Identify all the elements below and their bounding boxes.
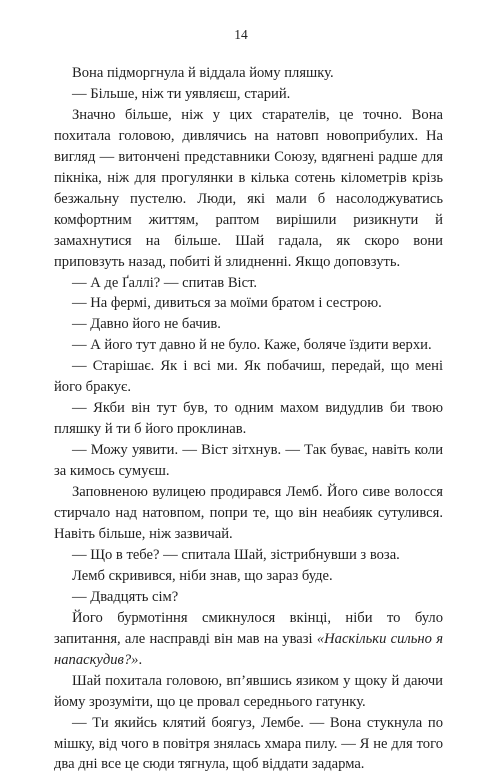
- paragraph-text: Його бурмотіння смикнулося вкінці, ніби то було запитання, але насправді він мав на увазі: [54, 609, 443, 647]
- paragraph: — Давно його не бачив.: [72, 316, 221, 333]
- paragraph-with-italic: [54, 608, 443, 671]
- paragraph: — Можу уявити. — Віст зітхнув. — Так буває, навіть коли за кимось сумуєш.: [54, 442, 443, 480]
- italic-quote: «Наскільки сильно я напаскудив?»: [54, 630, 443, 668]
- paragraph: — Що в тебе? — спитала Шай, зістрибнувши з воза.: [72, 546, 400, 563]
- paragraph: — Двадцять сім?: [72, 588, 179, 605]
- paragraph-tail: .: [138, 651, 143, 668]
- paragraph: — Старішає. Як і всі ми. Як побачиш, передай, що мені його бракує.: [54, 358, 443, 396]
- paragraph: Вона підморгнула й віддала йому пляшку.: [72, 65, 334, 81]
- paragraph: — На фермі, дивиться за моїми братом і сестрою.: [72, 295, 382, 312]
- paragraph: — Ти якийсь клятий боягуз, Лембе. — Вона стукнула по мішку, від чого в повітря знялась хмара пилу. — Я не для того два дні все це сюди тягнула, щоб віддати задарма.: [54, 714, 443, 773]
- paragraph: — Більше, ніж ти уявляєш, старий.: [72, 85, 291, 102]
- paragraph: Значно більше, ніж у цих старателів, це точно. Вона похитала головою, дивлячись на натовп новоприбулих. На вигляд — витончені представники Союзу, вдягнені радше для пікніка, ніж для прогулянки в кілька сотень кілометрів крізь безжальну пустелю. Люди, які мали б насолоджуватись комфортним життям, раптом вирішили ризикнути й замахнутися на більше. Шай гадала, як скоро вони приповзуть назад, побиті й злидненні. Якщо доповзуть.: [54, 106, 443, 270]
- paragraph: Лемб скривився, ніби знав, що зараз буде.: [72, 567, 333, 584]
- paragraph: — А його тут давно й не було. Каже, боляче їздити верхи.: [72, 337, 432, 354]
- paragraph: — А де Ґаллі? — спитав Віст.: [72, 274, 258, 291]
- paragraph: Шай похитала головою, вп’явшись язиком у щоку й даючи йому зрозуміти, що це провал середнього гатунку.: [54, 672, 443, 710]
- paragraph: Заповненою вулицею продирався Лемб. Його сиве волосся стирчало над натовпом, попри те, що він неабияк сутулився. Навіть більше, ніж зазвичай.: [54, 484, 443, 542]
- paragraph: — Якби він тут був, то одним махом видудлив би твою пляшку й ти б його проклинав.: [54, 400, 443, 438]
- body-text: [54, 63, 443, 775]
- page-number: 14: [234, 27, 248, 42]
